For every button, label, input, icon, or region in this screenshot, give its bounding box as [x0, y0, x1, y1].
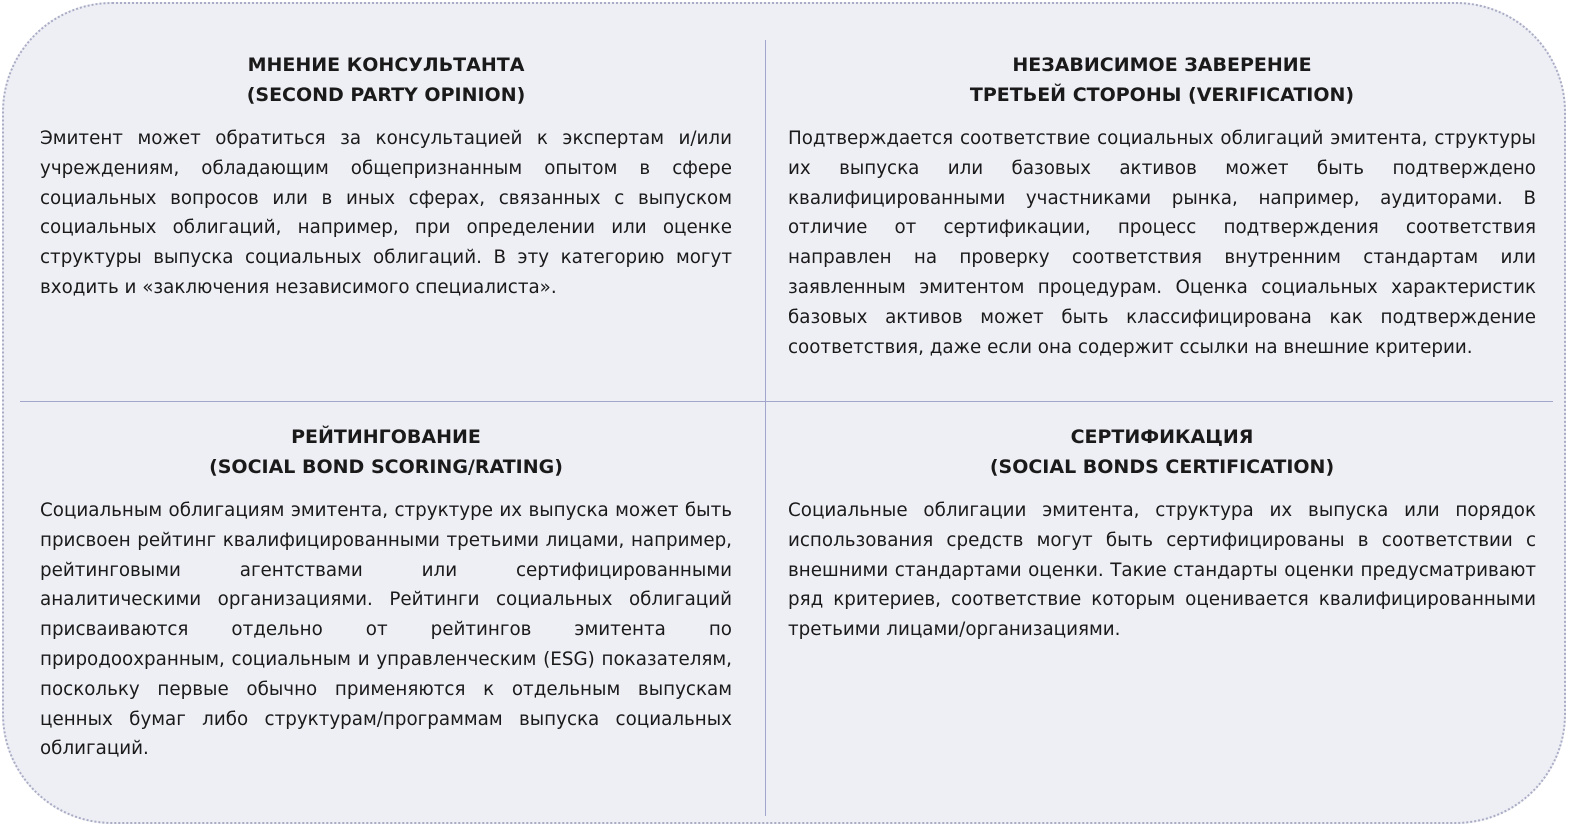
quadrant-title: [40, 50, 732, 110]
quadrant-body: Социальным облигациям эмитента, структуре их выпуска может быть присвоен рейтинг квалифицированными третьими лицами, например, рейтинговыми агентствами или сертифицированными аналитическими организациями. Рейтинги социальных облигаций присваиваются отдельно от рейтингов эмитента по природоохранным, социальным и управленческим (ESG) показателям, поскольку первые обычно применяются к отдельным выпускам ценных бумаг либо структурам/программам выпуска социальных облигаций.: [40, 500, 732, 760]
title-line-1: СЕРТИФИКАЦИЯ: [1070, 426, 1254, 448]
quadrant-verification: [788, 50, 1536, 362]
quadrant-body: Социальные облигации эмитента, структура их выпуска или порядок использования средств могут быть сертифицированы в соответствии с внешними стандартами оценки. Такие стандарты оценки предусматривают ряд критериев, соответствие которым оценивается квалифицированными третьими лицами/организациями.: [788, 500, 1536, 641]
quadrant-scoring-rating: [40, 422, 732, 764]
title-line-1: НЕЗАВИСИМОЕ ЗАВЕРЕНИЕ: [1012, 54, 1312, 76]
title-line-2: (SECOND PARTY OPINION): [246, 84, 526, 106]
review-types-panel: [2, 2, 1566, 824]
title-line-2: (SOCIAL BOND SCORING/RATING): [209, 456, 563, 478]
horizontal-divider: [20, 401, 1553, 402]
vertical-divider: [765, 40, 766, 816]
title-line-2: (SOCIAL BONDS CERTIFICATION): [989, 456, 1335, 478]
quadrant-body: Эмитент может обратиться за консультацией к экспертам и/или учреждениям, обладающим общепризнанным опытом в сфере социальных вопросов или в иных сферах, связанных с выпуском социальных облигаций, например, при определении или оценке структуры выпуска социальных облигаций. В эту категорию могут входить и «заключения независимого специалиста».: [40, 128, 732, 298]
title-line-2: ТРЕТЬЕЙ СТОРОНЫ (VERIFICATION): [969, 84, 1355, 106]
quadrant-title: [40, 422, 732, 482]
quadrant-title: [788, 422, 1536, 482]
title-line-1: МНЕНИЕ КОНСУЛЬТАНТА: [247, 54, 525, 76]
title-line-1: РЕЙТИНГОВАНИЕ: [291, 426, 481, 448]
quadrant-body: Подтверждается соответствие социальных облигаций эмитента, структуры их выпуска или базовых активов может быть подтверждено квалифицированными участниками рынка, например, аудиторами. В отличие от сертификации, процесс подтверждения соответствия направлен на проверку соответствия внутренним стандартам или заявленным эмитентом процедурам. Оценка социальных характеристик базовых активов может быть классифицирована как подтверждение соответствия, даже если она содержит ссылки на внешние критерии.: [788, 128, 1536, 358]
quadrant-title: [788, 50, 1536, 110]
quadrant-certification: [788, 422, 1536, 645]
quadrant-second-party-opinion: [40, 50, 732, 303]
